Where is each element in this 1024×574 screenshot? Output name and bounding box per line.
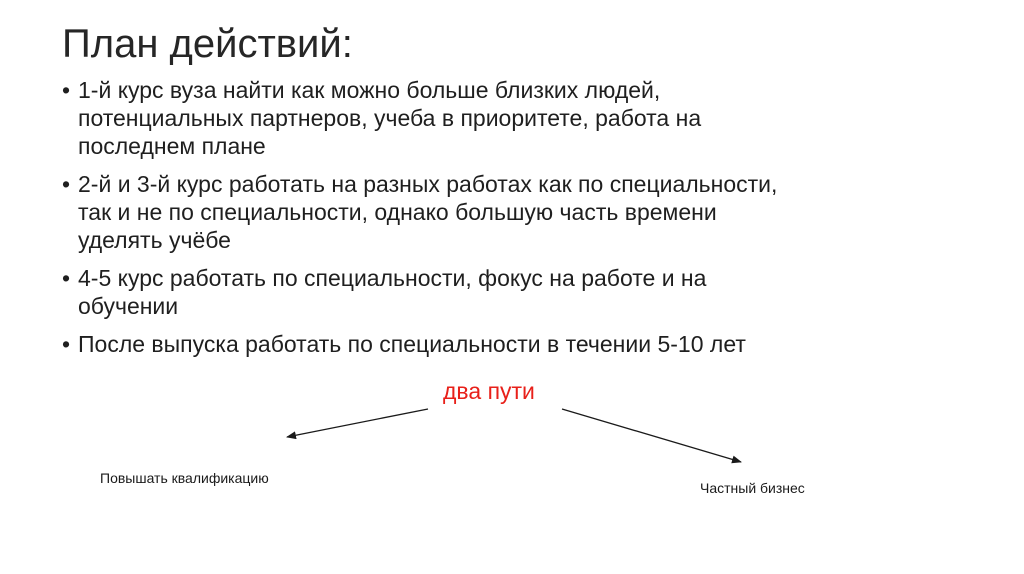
bullet-line: так и не по специальности, однако большую часть времени: [78, 199, 717, 225]
label-improve-qualification: Повышать квалификацию: [100, 470, 269, 486]
bullet-marker: •: [62, 77, 71, 103]
slide-title: План действий:: [62, 22, 353, 66]
bullet-line: После выпуска работать по специальности в течении 5-10 лет: [78, 331, 746, 357]
bullet-line: обучении: [78, 293, 179, 319]
bullet-marker: •: [62, 171, 71, 197]
bullet-marker: •: [62, 265, 71, 291]
label-private-business: Частный бизнес: [700, 480, 805, 496]
two-ways-label: два пути: [443, 378, 535, 404]
arrow-right: [562, 409, 741, 462]
bullet-line: потенциальных партнеров, учеба в приоритете, работа на: [78, 105, 702, 131]
bullet-marker: •: [62, 331, 71, 357]
bullet-line: 1-й курс вуза найти как можно больше близких людей,: [78, 77, 661, 103]
bullet-line: последнем плане: [78, 133, 266, 159]
bullet-line: 4-5 курс работать по специальности, фокус на работе и на: [78, 265, 707, 291]
bullet-line: 2-й и 3-й курс работать на разных работах как по специальности,: [78, 171, 778, 197]
bullet-line: уделять учёбе: [78, 227, 231, 253]
arrow-left: [287, 409, 428, 437]
